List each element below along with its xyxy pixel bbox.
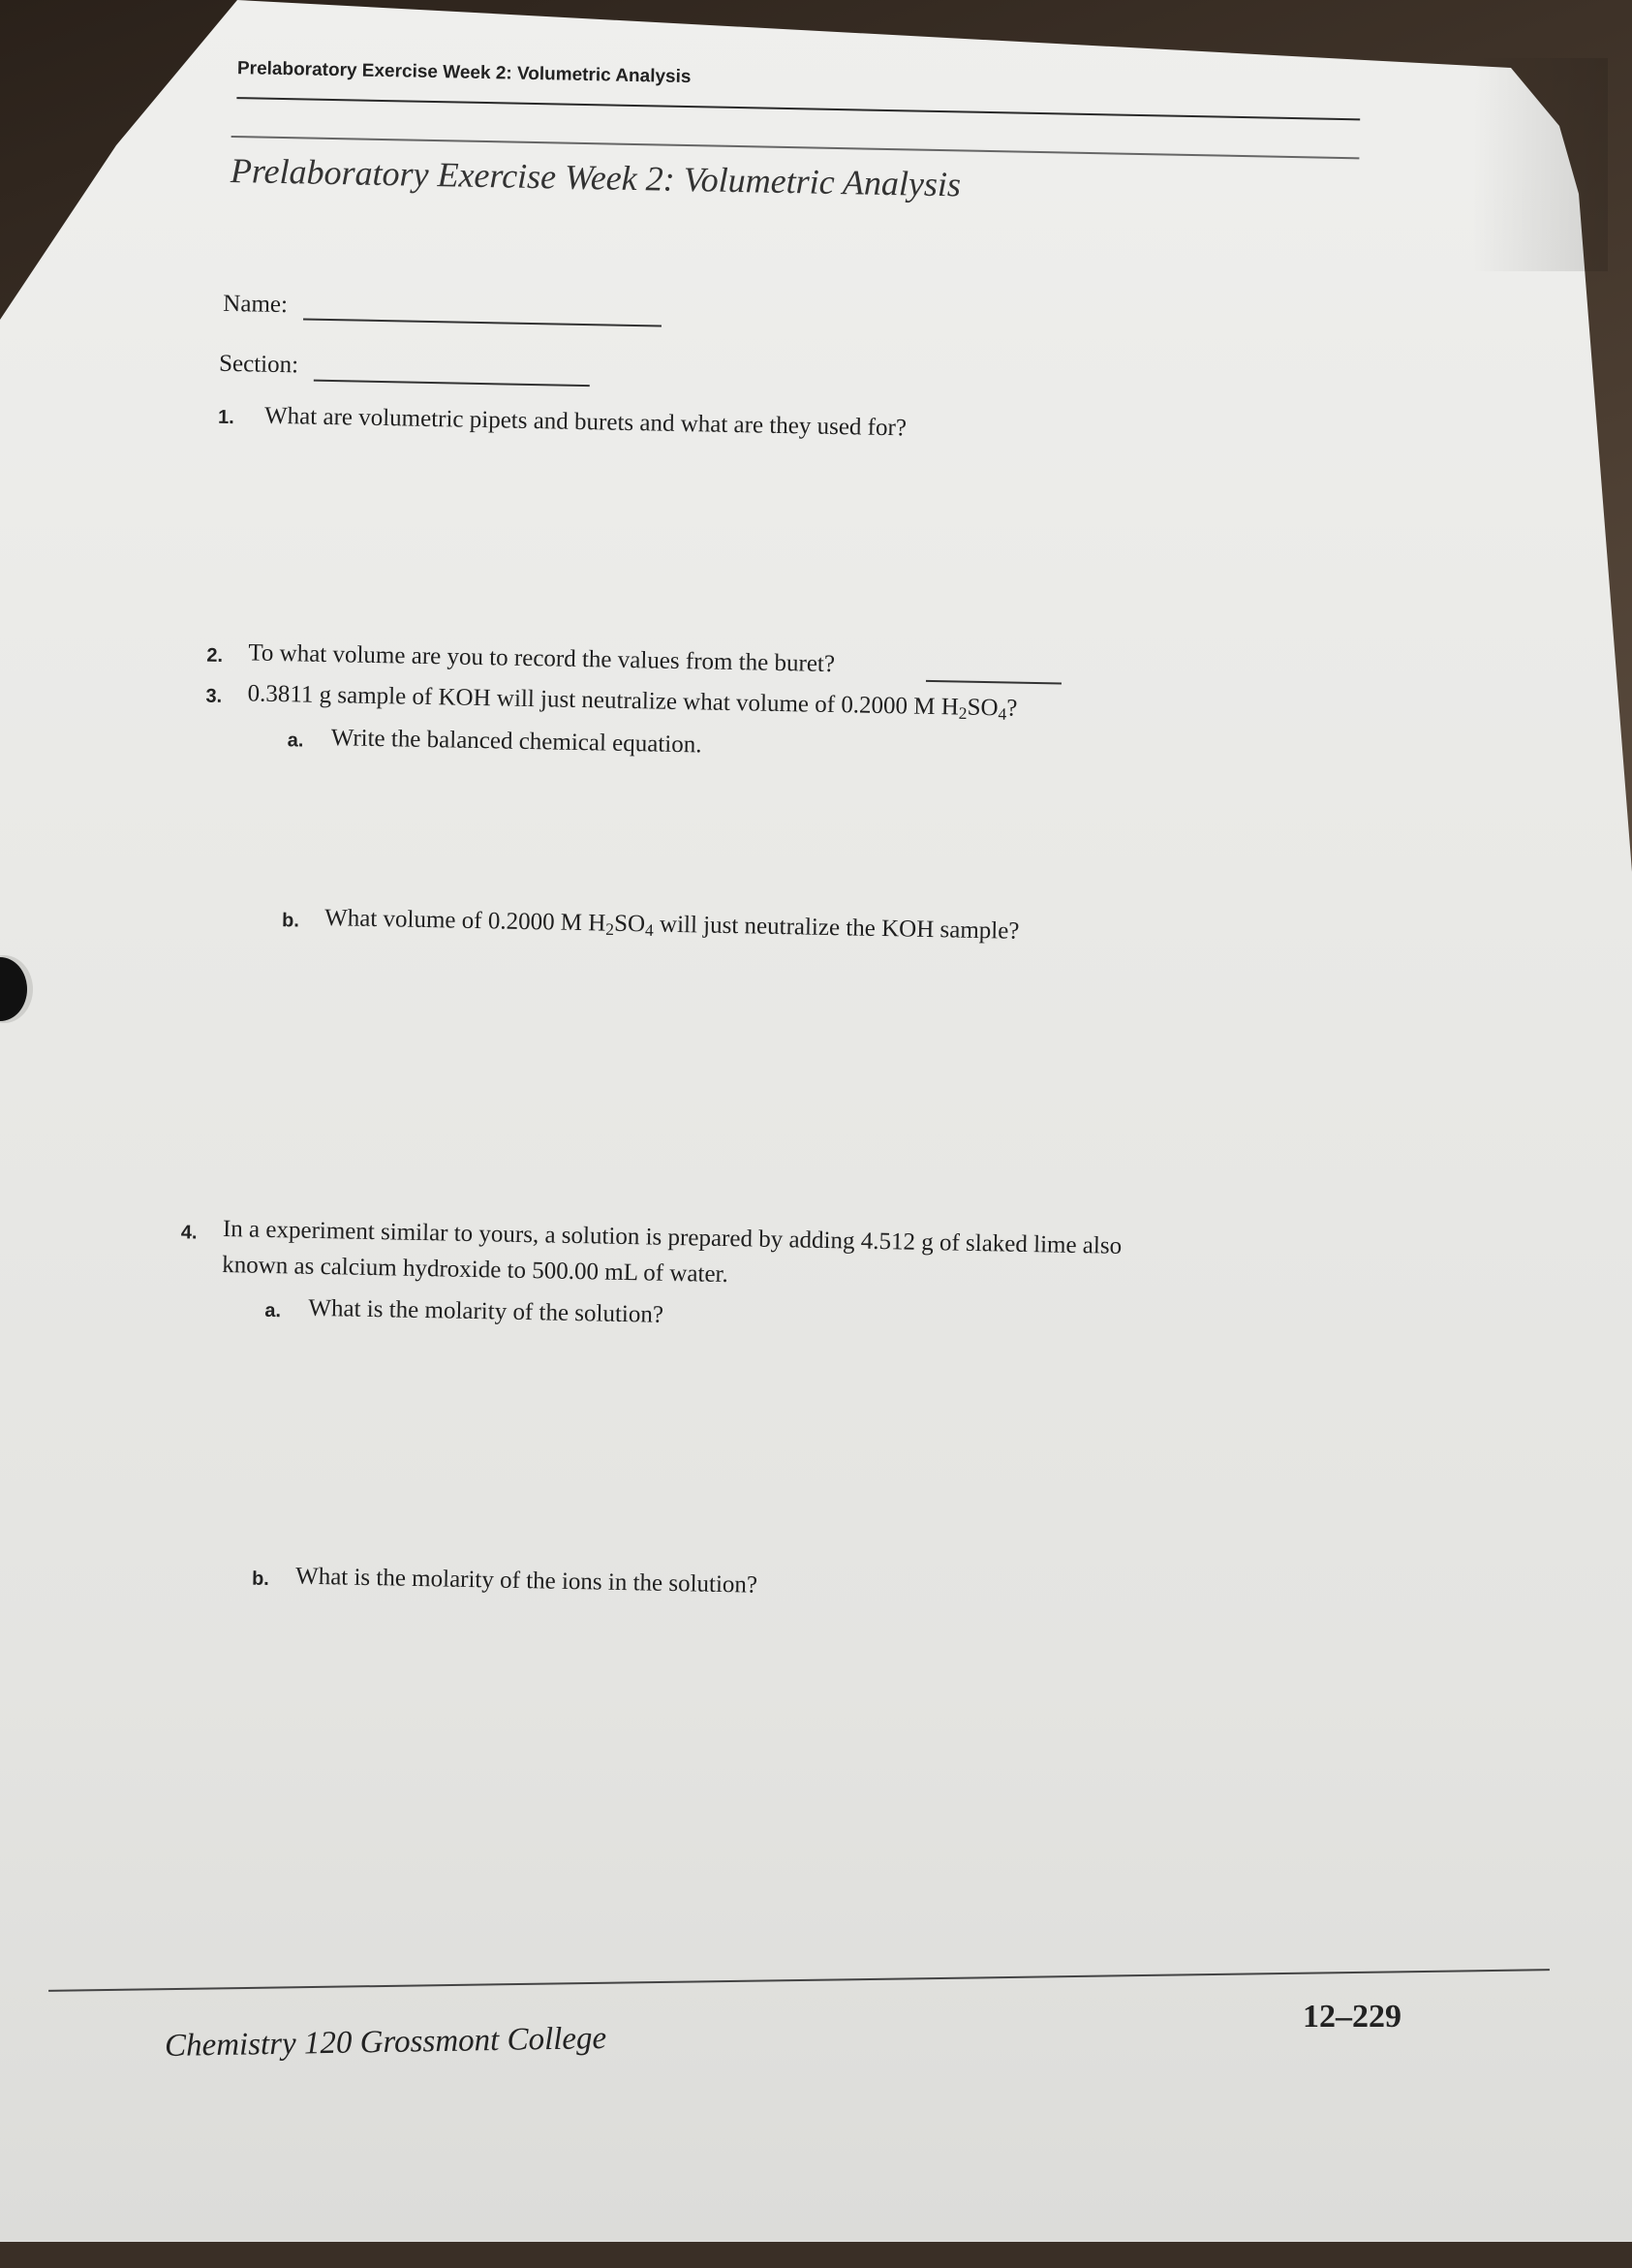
question-1-number: 1. bbox=[217, 406, 234, 429]
question-4b-text: What is the molarity of the ions in the solution? bbox=[294, 1563, 758, 1599]
question-4-number: 4. bbox=[180, 1222, 198, 1244]
question-4b-letter: b. bbox=[251, 1568, 270, 1591]
question-3a-text: Write the balanced chemical equation. bbox=[330, 725, 702, 759]
question-3-text: 0.3811 g sample of KOH will just neutralize what volume of 0.2000 M $H_2SO_4$? bbox=[247, 680, 1018, 724]
page-title: Prelaboratory Exercise Week 2: Volumetric Analysis bbox=[230, 150, 962, 204]
question-2-number: 2. bbox=[206, 644, 224, 667]
question-4a-text: What is the molarity of the solution? bbox=[308, 1294, 664, 1328]
question-3b-text: What volume of 0.2000 M $H_2SO_4$ will just neutralize the KOH sample? bbox=[323, 904, 1020, 945]
footer-course: Chemistry 120 Grossmont College bbox=[164, 2021, 607, 2064]
running-header: Prelaboratory Exercise Week 2: Volumetric Analysis bbox=[236, 58, 692, 88]
page-number: 12–229 bbox=[1303, 1999, 1401, 2035]
name-label: Name: bbox=[223, 290, 289, 319]
question-4-line-1: In a experiment similar to yours, a solution is prepared by adding 4.512 g of slaked lime also bbox=[222, 1216, 1123, 1259]
buret-volume-answer-field[interactable] bbox=[926, 680, 1062, 684]
question-2-text: To what volume are you to record the values from the buret? bbox=[248, 639, 836, 678]
header-rule bbox=[236, 97, 1360, 120]
name-field[interactable] bbox=[303, 318, 662, 326]
section-field[interactable] bbox=[314, 380, 590, 387]
section-label: Section: bbox=[218, 350, 299, 379]
question-4-line-2: known as calcium hydroxide to 500.00 mL of water. bbox=[222, 1252, 729, 1289]
question-4a-letter: a. bbox=[264, 1299, 282, 1322]
question-1-text: What are volumetric pipets and burets and what are they used for? bbox=[263, 402, 908, 442]
question-3-number: 3. bbox=[205, 685, 223, 707]
question-3b-letter: b. bbox=[281, 910, 300, 932]
question-3a-letter: a. bbox=[287, 730, 304, 752]
